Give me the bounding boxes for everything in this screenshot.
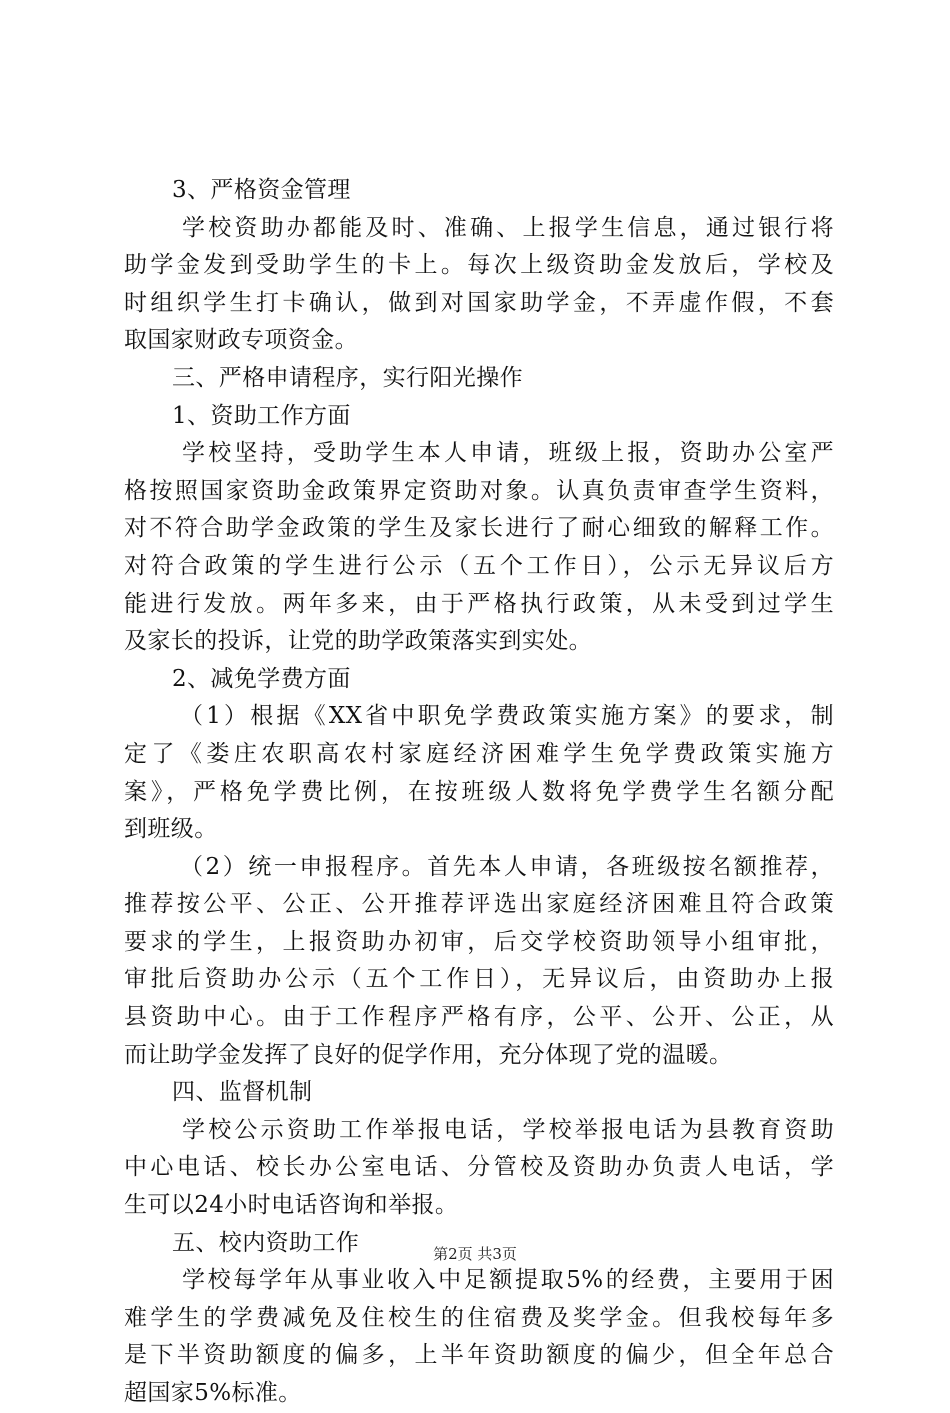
text-line: 审批后资助办公示（五个工作日），无异议后，由资助办上报 [124,966,834,993]
text-line: 案》，严格免学费比例，在按班级人数将免学费学生名额分配 [124,778,834,805]
text-line: 生可以24小时电话咨询和举报。 [124,1192,459,1219]
text-line: 是下半资助额度的偏多，上半年资助额度的偏少，但全年总合 [124,1342,834,1369]
text-line: 四、监督机制 [172,1079,313,1106]
text-line: （2）统一申报程序。首先本人申请，各班级按名额推荐， [180,853,834,880]
text-line: 超国家5%标准。 [124,1380,302,1406]
text-line: 学校公示资助工作举报电话，学校举报电话为县教育资助 [182,1116,834,1143]
text-line: 能进行发放。两年多来，由于严格执行政策，从未受到过学生 [124,590,834,617]
text-line: 取国家财政专项资金。 [124,327,358,354]
text-line: 五、校内资助工作 [172,1229,360,1256]
text-line: 定了《娄庄农职高农村家庭经济困难学生免学费政策实施方 [124,740,834,767]
page-footer: 第2页 共3页 [433,1245,517,1263]
text-line: 及家长的投诉，让党的助学政策落实到实处。 [124,628,592,655]
text-line: 到班级。 [124,816,218,843]
text-line: 格按照国家资助金政策界定资助对象。认真负责审查学生资料， [124,477,834,504]
text-line: 学校每学年从事业收入中足额提取5%的经费，主要用于困 [182,1267,834,1294]
text-line: 三、严格申请程序，实行阳光操作 [172,364,523,391]
text-line: 而让助学金发挥了良好的促学作用，充分体现了党的温暖。 [124,1041,733,1068]
text-line: 县资助中心。由于工作程序严格有序，公平、公开、公正，从 [124,1004,834,1031]
text-line: 对符合政策的学生进行公示（五个工作日），公示无异议后方 [124,552,834,579]
text-line: 2、减免学费方面 [172,665,351,692]
text-line: 1、资助工作方面 [172,402,351,429]
text-line: 学校坚持，受助学生本人申请，班级上报，资助办公室严 [182,440,834,467]
text-line: 3、严格资金管理 [172,177,351,203]
text-line: 要求的学生，上报资助办初审，后交学校资助领导小组审批， [124,928,834,955]
text-line: 时组织学生打卡确认，做到对国家助学金，不弄虚作假，不套 [124,289,834,316]
text-line: 学校资助办都能及时、准确、上报学生信息，通过银行将 [182,214,834,241]
text-line: 推荐按公平、公正、公开推荐评选出家庭经济困难且符合政策 [124,891,834,918]
text-line: 难学生的学费减免及住校生的住宿费及奖学金。但我校每年多 [124,1304,834,1331]
text-line: 中心电话、校长办公室电话、分管校及资助办负责人电话，学 [124,1154,834,1181]
text-line: 对不符合助学金政策的学生及家长进行了耐心细致的解释工作。 [124,515,834,542]
document-body [124,172,834,1413]
text-line: （1）根据《XX省中职免学费政策实施方案》的要求，制 [180,703,834,730]
text-line: 助学金发到受助学生的卡上。每次上级资助金发放后，学校及 [124,252,834,279]
